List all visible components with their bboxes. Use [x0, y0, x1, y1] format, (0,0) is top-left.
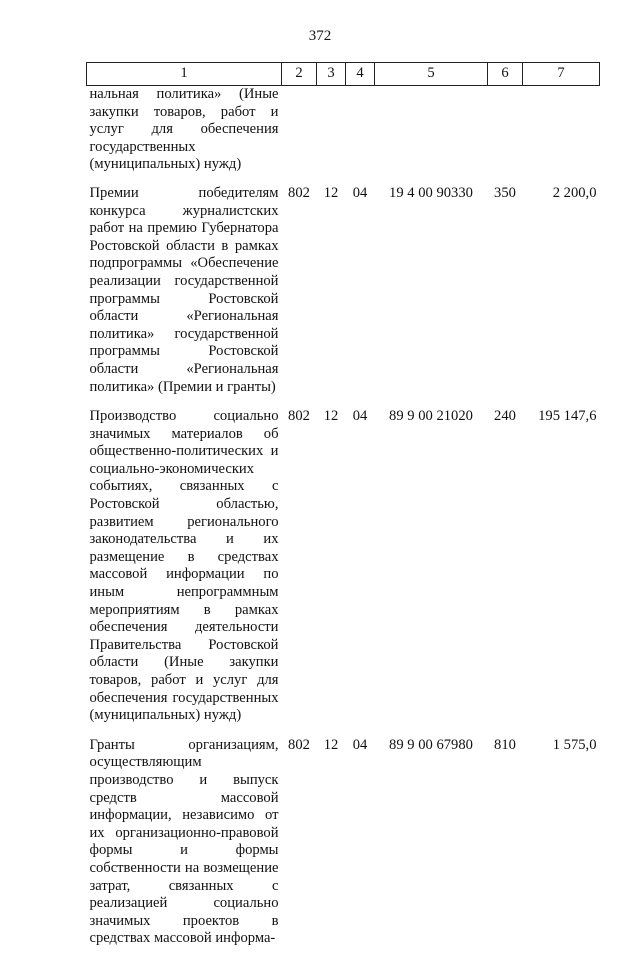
row-target: [375, 86, 488, 183]
header-col-2: 2: [282, 63, 317, 86]
row-subsection: 04: [352, 408, 368, 425]
row-ministry: 802: [288, 184, 310, 201]
row-name: Производство социально значимых материалов об общественно-политических и социально-экономических событиях, связанных с Ростовской областью, развитием регионального законодательства и их размещение в средствах массовой информации по иным непрограммным мероприятиям в рамках обеспечения деятельности Правительства Ростовской области (Иные закупки товаров, работ и услуг для обеспечения государственных (муниципальных) нужд): [89, 408, 279, 724]
row-type: [488, 86, 523, 183]
page-number: 372: [308, 28, 332, 44]
header-col-7: 7: [523, 63, 600, 86]
row-target: 89 9 00 67980: [389, 736, 473, 753]
header-col-5: 5: [375, 63, 488, 86]
table-row: [87, 86, 600, 183]
table-row: [87, 183, 600, 406]
row-section: 12: [323, 184, 339, 201]
row-type: 810: [494, 736, 516, 753]
row-name: нальная политика» (Иные закупки товаров, работ и услуг для обеспечения государственных (муниципальных) нужд): [89, 86, 279, 173]
header-col-6: 6: [488, 63, 523, 86]
header-col-1: 1: [87, 63, 282, 86]
row-section: 12: [323, 408, 339, 425]
row-target: 89 9 00 21020: [389, 408, 473, 425]
row-section: [317, 86, 346, 183]
row-subsection: [346, 86, 375, 183]
header-col-3: 3: [317, 63, 346, 86]
row-type: 240: [494, 408, 516, 425]
row-name: Премии победителям конкурса журналистских работ на премию Губернатора Ростовской области в рамках подпрограммы «Обеспечение реализации государственной программы Ростовской области «Региональная политика» государственной программы Ростовской области «Региональная политика» (Премии и гранты): [89, 184, 279, 395]
row-amount: 195 147,6: [538, 408, 597, 425]
table-row: [87, 406, 600, 735]
header-col-4: 4: [346, 63, 375, 86]
table-row: [87, 735, 600, 958]
row-section: 12: [323, 736, 339, 753]
row-target: 19 4 00 90330: [389, 184, 473, 201]
row-ministry: 802: [288, 408, 310, 425]
table-header-row: [87, 63, 600, 86]
budget-table: [86, 62, 600, 958]
row-amount: [523, 86, 600, 183]
row-subsection: 04: [352, 736, 368, 753]
row-amount: 2 200,0: [552, 184, 597, 201]
row-amount: 1 575,0: [552, 736, 597, 753]
row-name: Гранты организациям, осуществляющим производство и выпуск средств массовой информации, независимо от их организационно-правовой формы и формы собственности на возмещение затрат, связанных с реализацией социально значимых проектов в средствах массовой информа-: [89, 736, 279, 947]
row-subsection: 04: [352, 184, 368, 201]
row-ministry: [282, 86, 317, 183]
row-type: 350: [494, 184, 516, 201]
row-ministry: 802: [288, 736, 310, 753]
